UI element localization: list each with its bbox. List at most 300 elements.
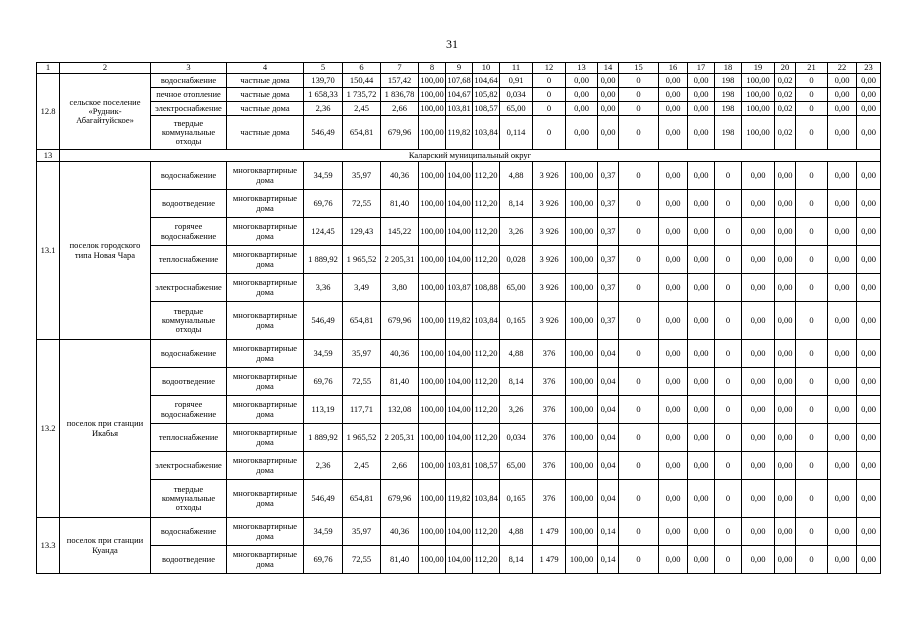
value-cell: 0,00 xyxy=(775,302,796,340)
value-cell: 0,00 xyxy=(742,246,775,274)
value-cell: 0,04 xyxy=(598,396,619,424)
service-type: электроснабжение xyxy=(151,102,227,116)
value-cell: 0 xyxy=(619,74,659,88)
value-cell: 0 xyxy=(619,246,659,274)
value-cell: 3,49 xyxy=(343,274,381,302)
value-cell: 2 205,31 xyxy=(381,424,419,452)
value-cell: 0,00 xyxy=(857,246,881,274)
value-cell: 0,00 xyxy=(742,162,775,190)
value-cell: 100,00 xyxy=(566,218,598,246)
value-cell: 1 735,72 xyxy=(343,88,381,102)
value-cell: 0,00 xyxy=(775,452,796,480)
value-cell: 376 xyxy=(533,396,566,424)
column-number-cell: 7 xyxy=(381,63,419,74)
value-cell: 0,00 xyxy=(775,340,796,368)
value-cell: 112,20 xyxy=(473,162,500,190)
value-cell: 0,00 xyxy=(742,518,775,546)
value-cell: 0,00 xyxy=(857,102,881,116)
value-cell: 0,02 xyxy=(775,102,796,116)
value-cell: 2,66 xyxy=(381,102,419,116)
service-type: водоотведение xyxy=(151,368,227,396)
table-row xyxy=(37,116,881,150)
value-cell: 0,00 xyxy=(659,190,688,218)
value-cell: 0,00 xyxy=(775,546,796,574)
value-cell: 0,37 xyxy=(598,274,619,302)
value-cell: 129,43 xyxy=(343,218,381,246)
value-cell: 0,00 xyxy=(828,246,857,274)
value-cell: 0,00 xyxy=(742,452,775,480)
value-cell: 0,00 xyxy=(828,218,857,246)
value-cell: 0,00 xyxy=(775,480,796,518)
value-cell: 72,55 xyxy=(343,190,381,218)
value-cell: 0,00 xyxy=(688,88,715,102)
value-cell: 0 xyxy=(619,218,659,246)
value-cell: 104,00 xyxy=(446,546,473,574)
housing-type: частные дома xyxy=(227,74,304,88)
value-cell: 376 xyxy=(533,480,566,518)
value-cell: 0,00 xyxy=(688,340,715,368)
value-cell: 108,57 xyxy=(473,452,500,480)
service-type: горячее водоснабжение xyxy=(151,218,227,246)
value-cell: 0 xyxy=(619,424,659,452)
value-cell: 0 xyxy=(796,546,828,574)
value-cell: 0,00 xyxy=(828,518,857,546)
value-cell: 0,04 xyxy=(598,424,619,452)
value-cell: 0,00 xyxy=(598,88,619,102)
value-cell: 0,00 xyxy=(688,190,715,218)
value-cell: 0,00 xyxy=(688,74,715,88)
value-cell: 119,82 xyxy=(446,302,473,340)
column-number-cell: 15 xyxy=(619,63,659,74)
value-cell: 108,88 xyxy=(473,274,500,302)
column-number-cell: 16 xyxy=(659,63,688,74)
settlement-name: поселок городского типа Новая Чара xyxy=(60,162,151,340)
value-cell: 72,55 xyxy=(343,368,381,396)
section-title: Каларский муниципальный округ xyxy=(60,150,881,162)
value-cell: 100,00 xyxy=(566,340,598,368)
table-row xyxy=(37,190,881,218)
page-number: 31 xyxy=(446,37,458,51)
value-cell: 0,00 xyxy=(742,546,775,574)
value-cell: 0 xyxy=(533,74,566,88)
settlement-name: поселок при станции Куанда xyxy=(60,518,151,574)
value-cell: 1 836,78 xyxy=(381,88,419,102)
value-cell: 0,00 xyxy=(857,368,881,396)
housing-type: многоквартирные дома xyxy=(227,546,304,574)
value-cell: 103,87 xyxy=(446,274,473,302)
value-cell: 0 xyxy=(715,190,742,218)
value-cell: 8,14 xyxy=(500,368,533,396)
value-cell: 100,00 xyxy=(566,302,598,340)
value-cell: 0,02 xyxy=(775,116,796,150)
value-cell: 0,04 xyxy=(598,340,619,368)
value-cell: 0,00 xyxy=(659,88,688,102)
value-cell: 0,00 xyxy=(857,546,881,574)
value-cell: 0,165 xyxy=(500,480,533,518)
value-cell: 112,20 xyxy=(473,546,500,574)
value-cell: 0,00 xyxy=(775,218,796,246)
value-cell: 0,00 xyxy=(742,190,775,218)
housing-type: многоквартирные дома xyxy=(227,190,304,218)
value-cell: 0,00 xyxy=(688,546,715,574)
value-cell: 0 xyxy=(533,102,566,116)
service-type: водоотведение xyxy=(151,546,227,574)
value-cell: 0,00 xyxy=(742,274,775,302)
value-cell: 0,00 xyxy=(688,162,715,190)
value-cell: 100,00 xyxy=(419,340,446,368)
value-cell: 0 xyxy=(715,246,742,274)
value-cell: 0,00 xyxy=(688,368,715,396)
value-cell: 4,88 xyxy=(500,340,533,368)
service-type: твердые коммунальные отходы xyxy=(151,480,227,518)
value-cell: 0,00 xyxy=(857,74,881,88)
value-cell: 0 xyxy=(715,452,742,480)
value-cell: 3,36 xyxy=(304,274,343,302)
value-cell: 1 965,52 xyxy=(343,424,381,452)
value-cell: 0,00 xyxy=(742,218,775,246)
value-cell: 0,034 xyxy=(500,88,533,102)
value-cell: 0,00 xyxy=(742,480,775,518)
value-cell: 104,00 xyxy=(446,340,473,368)
value-cell: 35,97 xyxy=(343,518,381,546)
value-cell: 103,84 xyxy=(473,302,500,340)
value-cell: 100,00 xyxy=(566,396,598,424)
value-cell: 0 xyxy=(796,74,828,88)
column-number-cell: 9 xyxy=(446,63,473,74)
value-cell: 546,49 xyxy=(304,480,343,518)
value-cell: 0,37 xyxy=(598,302,619,340)
value-cell: 0 xyxy=(796,368,828,396)
housing-type: многоквартирные дома xyxy=(227,302,304,340)
value-cell: 2 205,31 xyxy=(381,246,419,274)
value-cell: 0,00 xyxy=(659,74,688,88)
value-cell: 0,37 xyxy=(598,190,619,218)
value-cell: 679,96 xyxy=(381,302,419,340)
value-cell: 0,00 xyxy=(828,88,857,102)
settlement-name: сельское поселение «Рудник-Абагайтуйское» xyxy=(60,74,151,150)
value-cell: 0,00 xyxy=(857,116,881,150)
value-cell: 100,00 xyxy=(742,88,775,102)
value-cell: 113,19 xyxy=(304,396,343,424)
value-cell: 100,00 xyxy=(419,116,446,150)
value-cell: 2,36 xyxy=(304,452,343,480)
value-cell: 0,14 xyxy=(598,518,619,546)
value-cell: 0 xyxy=(796,302,828,340)
value-cell: 1 889,92 xyxy=(304,246,343,274)
value-cell: 100,00 xyxy=(419,102,446,116)
value-cell: 0,00 xyxy=(598,116,619,150)
value-cell: 100,00 xyxy=(419,246,446,274)
column-number-cell: 20 xyxy=(775,63,796,74)
service-type: электроснабжение xyxy=(151,274,227,302)
value-cell: 0,00 xyxy=(688,246,715,274)
column-number-cell: 5 xyxy=(304,63,343,74)
value-cell: 0,00 xyxy=(566,88,598,102)
value-cell: 2,66 xyxy=(381,452,419,480)
value-cell: 100,00 xyxy=(419,452,446,480)
value-cell: 0,04 xyxy=(598,452,619,480)
value-cell: 0,00 xyxy=(659,368,688,396)
service-type: теплоснабжение xyxy=(151,424,227,452)
value-cell: 0 xyxy=(715,340,742,368)
value-cell: 0,00 xyxy=(857,88,881,102)
table-row xyxy=(37,102,881,116)
value-cell: 100,00 xyxy=(566,424,598,452)
value-cell: 0 xyxy=(796,452,828,480)
column-number-cell: 13 xyxy=(566,63,598,74)
value-cell: 112,20 xyxy=(473,246,500,274)
value-cell: 0,37 xyxy=(598,246,619,274)
value-cell: 117,71 xyxy=(343,396,381,424)
column-number-cell: 14 xyxy=(598,63,619,74)
value-cell: 112,20 xyxy=(473,518,500,546)
housing-type: многоквартирные дома xyxy=(227,246,304,274)
table-row xyxy=(37,424,881,452)
value-cell: 3,26 xyxy=(500,218,533,246)
value-cell: 0 xyxy=(796,396,828,424)
value-cell: 0,00 xyxy=(775,424,796,452)
column-number-cell: 3 xyxy=(151,63,227,74)
housing-type: многоквартирные дома xyxy=(227,368,304,396)
value-cell: 0 xyxy=(715,424,742,452)
value-cell: 0,00 xyxy=(659,518,688,546)
value-cell: 35,97 xyxy=(343,340,381,368)
value-cell: 104,00 xyxy=(446,246,473,274)
value-cell: 0 xyxy=(796,88,828,102)
value-cell: 0 xyxy=(715,396,742,424)
value-cell: 104,00 xyxy=(446,218,473,246)
settlement-number: 12.8 xyxy=(37,74,60,150)
value-cell: 132,08 xyxy=(381,396,419,424)
table-row xyxy=(37,518,881,546)
value-cell: 65,00 xyxy=(500,274,533,302)
value-cell: 376 xyxy=(533,452,566,480)
housing-type: многоквартирные дома xyxy=(227,424,304,452)
value-cell: 112,20 xyxy=(473,218,500,246)
housing-type: многоквартирные дома xyxy=(227,518,304,546)
value-cell: 0,00 xyxy=(775,246,796,274)
tariff-table xyxy=(36,62,881,574)
service-type: водоотведение xyxy=(151,190,227,218)
value-cell: 0 xyxy=(796,424,828,452)
value-cell: 100,00 xyxy=(566,546,598,574)
value-cell: 3 926 xyxy=(533,302,566,340)
value-cell: 3 926 xyxy=(533,274,566,302)
service-type: водоснабжение xyxy=(151,74,227,88)
value-cell: 0,00 xyxy=(857,340,881,368)
value-cell: 35,97 xyxy=(343,162,381,190)
value-cell: 0 xyxy=(533,88,566,102)
value-cell: 100,00 xyxy=(566,274,598,302)
value-cell: 81,40 xyxy=(381,190,419,218)
value-cell: 0,00 xyxy=(659,116,688,150)
value-cell: 104,64 xyxy=(473,74,500,88)
value-cell: 0,00 xyxy=(775,190,796,218)
value-cell: 40,36 xyxy=(381,340,419,368)
value-cell: 679,96 xyxy=(381,480,419,518)
value-cell: 0 xyxy=(619,162,659,190)
value-cell: 0,00 xyxy=(857,218,881,246)
column-number-cell: 8 xyxy=(419,63,446,74)
value-cell: 112,20 xyxy=(473,340,500,368)
value-cell: 4,88 xyxy=(500,162,533,190)
value-cell: 1 889,92 xyxy=(304,424,343,452)
housing-type: многоквартирные дома xyxy=(227,340,304,368)
housing-type: многоквартирные дома xyxy=(227,274,304,302)
table-row xyxy=(37,74,881,88)
housing-type: частные дома xyxy=(227,102,304,116)
value-cell: 0,00 xyxy=(857,480,881,518)
value-cell: 103,84 xyxy=(473,116,500,150)
value-cell: 0,00 xyxy=(688,116,715,150)
column-number-cell: 4 xyxy=(227,63,304,74)
value-cell: 0,00 xyxy=(742,368,775,396)
table-row xyxy=(37,274,881,302)
settlement-name: поселок при станции Икабья xyxy=(60,340,151,518)
value-cell: 69,76 xyxy=(304,546,343,574)
column-number-cell: 18 xyxy=(715,63,742,74)
value-cell: 376 xyxy=(533,340,566,368)
value-cell: 3 926 xyxy=(533,218,566,246)
value-cell: 198 xyxy=(715,116,742,150)
value-cell: 654,81 xyxy=(343,302,381,340)
value-cell: 0 xyxy=(796,102,828,116)
value-cell: 0 xyxy=(619,518,659,546)
value-cell: 0,00 xyxy=(828,396,857,424)
value-cell: 0,00 xyxy=(775,368,796,396)
housing-type: многоквартирные дома xyxy=(227,396,304,424)
value-cell: 3 926 xyxy=(533,162,566,190)
value-cell: 40,36 xyxy=(381,518,419,546)
table-row xyxy=(37,340,881,368)
value-cell: 0,37 xyxy=(598,162,619,190)
value-cell: 0 xyxy=(796,190,828,218)
value-cell: 0 xyxy=(619,302,659,340)
value-cell: 0,00 xyxy=(659,218,688,246)
value-cell: 69,76 xyxy=(304,190,343,218)
value-cell: 100,00 xyxy=(419,162,446,190)
value-cell: 0,00 xyxy=(828,368,857,396)
value-cell: 0,00 xyxy=(828,74,857,88)
housing-type: многоквартирные дома xyxy=(227,218,304,246)
value-cell: 104,00 xyxy=(446,424,473,452)
value-cell: 0,00 xyxy=(659,274,688,302)
value-cell: 0,00 xyxy=(828,116,857,150)
value-cell: 0,00 xyxy=(857,518,881,546)
value-cell: 0 xyxy=(715,162,742,190)
value-cell: 0 xyxy=(796,480,828,518)
value-cell: 0,00 xyxy=(598,74,619,88)
value-cell: 0,034 xyxy=(500,424,533,452)
housing-type: многоквартирные дома xyxy=(227,162,304,190)
header-row xyxy=(37,63,881,74)
value-cell: 0 xyxy=(796,246,828,274)
value-cell: 376 xyxy=(533,368,566,396)
section-number: 13 xyxy=(37,150,60,162)
value-cell: 0 xyxy=(619,480,659,518)
value-cell: 0,00 xyxy=(828,162,857,190)
service-type: водоснабжение xyxy=(151,162,227,190)
value-cell: 69,76 xyxy=(304,368,343,396)
value-cell: 100,00 xyxy=(419,302,446,340)
value-cell: 1 479 xyxy=(533,518,566,546)
value-cell: 0 xyxy=(796,218,828,246)
value-cell: 100,00 xyxy=(566,480,598,518)
value-cell: 2,45 xyxy=(343,452,381,480)
value-cell: 8,14 xyxy=(500,546,533,574)
value-cell: 0,165 xyxy=(500,302,533,340)
value-cell: 0,00 xyxy=(742,302,775,340)
service-type: твердые коммунальные отходы xyxy=(151,116,227,150)
value-cell: 0,00 xyxy=(742,396,775,424)
value-cell: 34,59 xyxy=(304,518,343,546)
service-type: водоснабжение xyxy=(151,340,227,368)
value-cell: 0,028 xyxy=(500,246,533,274)
value-cell: 8,14 xyxy=(500,190,533,218)
value-cell: 0,00 xyxy=(742,424,775,452)
value-cell: 0 xyxy=(533,116,566,150)
value-cell: 0 xyxy=(715,274,742,302)
value-cell: 0,00 xyxy=(857,162,881,190)
value-cell: 0,00 xyxy=(659,340,688,368)
value-cell: 3,26 xyxy=(500,396,533,424)
value-cell: 100,00 xyxy=(566,190,598,218)
value-cell: 0 xyxy=(796,274,828,302)
value-cell: 104,00 xyxy=(446,162,473,190)
value-cell: 100,00 xyxy=(566,246,598,274)
value-cell: 0,00 xyxy=(828,480,857,518)
value-cell: 3 926 xyxy=(533,190,566,218)
value-cell: 0,00 xyxy=(828,424,857,452)
value-cell: 0 xyxy=(619,340,659,368)
value-cell: 65,00 xyxy=(500,452,533,480)
value-cell: 0 xyxy=(619,274,659,302)
value-cell: 654,81 xyxy=(343,480,381,518)
value-cell: 0,04 xyxy=(598,480,619,518)
table-row xyxy=(37,246,881,274)
value-cell: 119,82 xyxy=(446,116,473,150)
column-number-cell: 11 xyxy=(500,63,533,74)
value-cell: 0,91 xyxy=(500,74,533,88)
value-cell: 150,44 xyxy=(343,74,381,88)
column-number-cell: 21 xyxy=(796,63,828,74)
value-cell: 0,00 xyxy=(659,246,688,274)
value-cell: 100,00 xyxy=(566,162,598,190)
value-cell: 112,20 xyxy=(473,368,500,396)
value-cell: 112,20 xyxy=(473,396,500,424)
value-cell: 100,00 xyxy=(566,452,598,480)
value-cell: 654,81 xyxy=(343,116,381,150)
settlement-number: 13.3 xyxy=(37,518,60,574)
value-cell: 100,00 xyxy=(742,74,775,88)
value-cell: 679,96 xyxy=(381,116,419,150)
value-cell: 112,20 xyxy=(473,190,500,218)
value-cell: 0 xyxy=(619,396,659,424)
value-cell: 112,20 xyxy=(473,424,500,452)
column-number-cell: 17 xyxy=(688,63,715,74)
value-cell: 100,00 xyxy=(419,74,446,88)
service-type: печное отопление xyxy=(151,88,227,102)
value-cell: 0,00 xyxy=(857,274,881,302)
value-cell: 34,59 xyxy=(304,162,343,190)
value-cell: 0,00 xyxy=(828,546,857,574)
value-cell: 100,00 xyxy=(419,218,446,246)
value-cell: 100,00 xyxy=(419,396,446,424)
value-cell: 0 xyxy=(715,518,742,546)
value-cell: 198 xyxy=(715,74,742,88)
value-cell: 0,00 xyxy=(857,424,881,452)
value-cell: 0,00 xyxy=(566,116,598,150)
